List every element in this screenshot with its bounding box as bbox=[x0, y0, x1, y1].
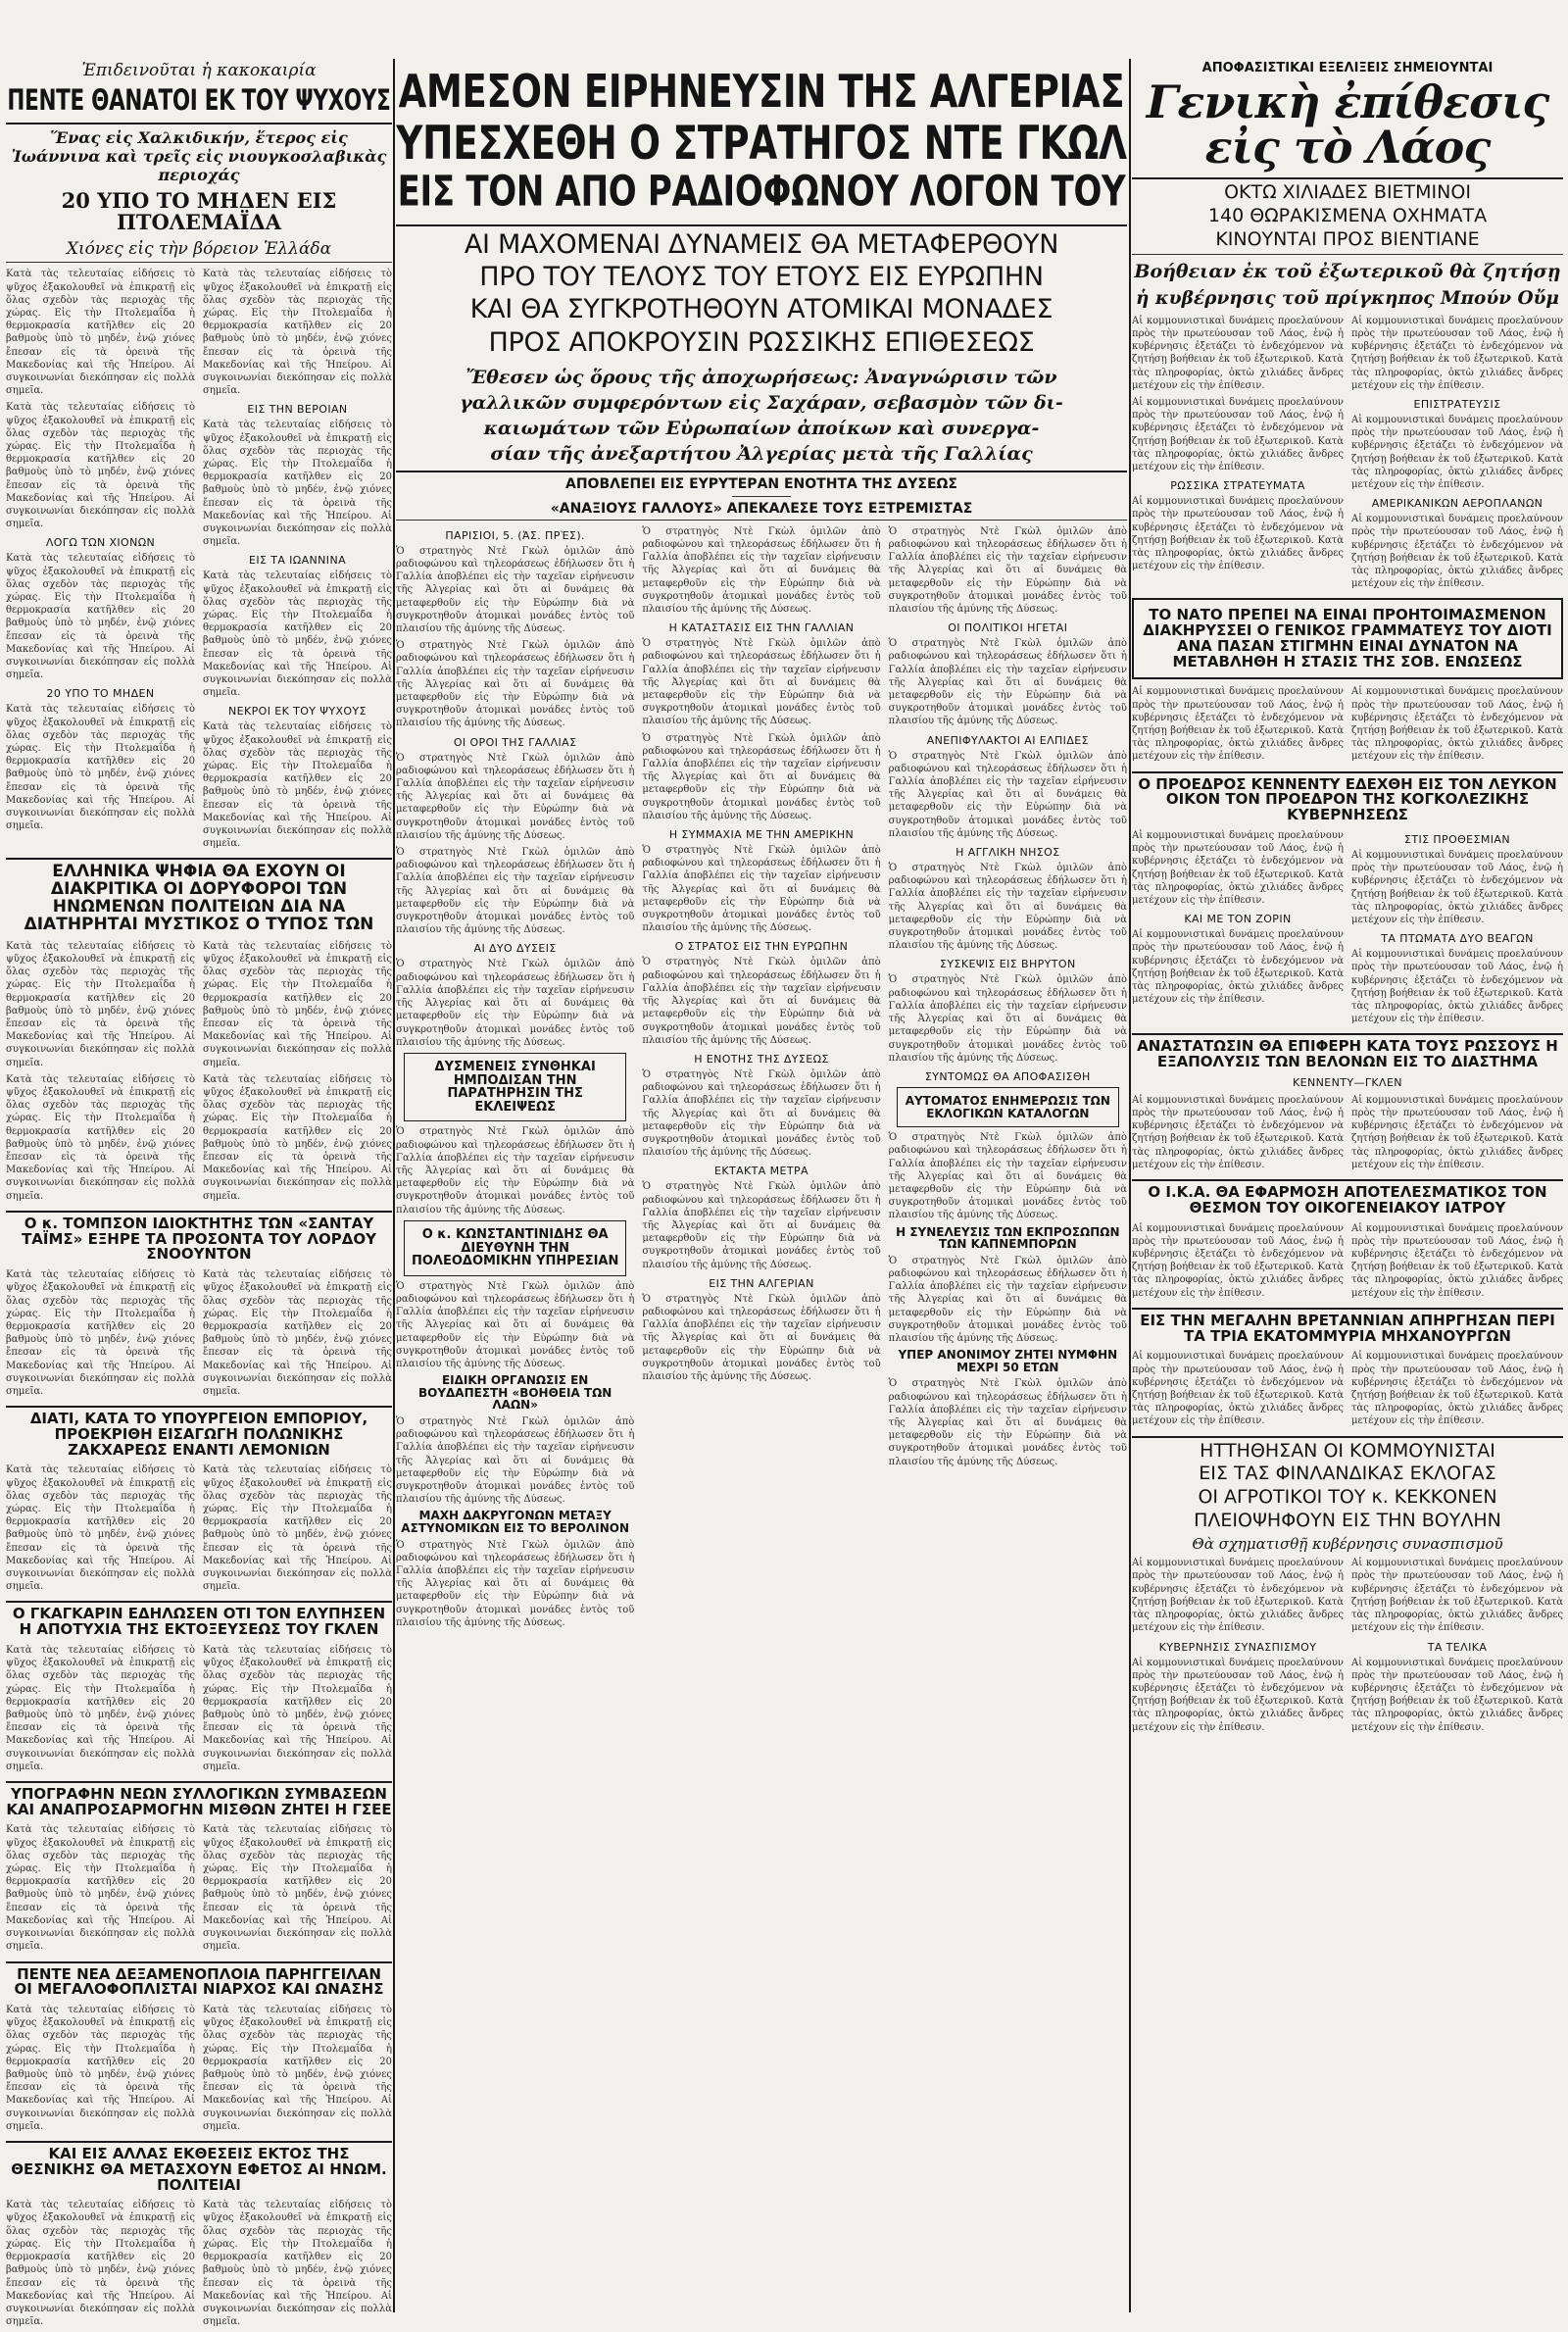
finland-headline-3: ΟΙ ΑΓΡΟΤΙΚΟΙ ΤΟΥ κ. ΚΕΚΚΟΝΕΝ bbox=[1198, 1486, 1497, 1509]
article-text: Ὁ στρατηγὸς Ντὲ Γκὼλ ὁμιλῶν ἀπὸ ραδιοφώνου καὶ τηλεοράσεως ἐδήλωσεν ὅτι ἡ Γαλλία ἀποβλέπει εἰς τὴν ταχεῖαν εἰρήνευσιν τῆς Ἀλγερίας καὶ ὅτι αἱ δυνάμεις θὰ μεταφερθοῦν εἰς τὴν Εὐρώπην διὰ νὰ συγκροτηθοῦν ἀτομικαὶ μονάδες ἐντὸς τοῦ πλαισίου τῆς ἀμύνης τῆς Δύσεως. bbox=[396, 545, 635, 635]
uk-strike-headline: ΕΙΣ ΤΗΝ ΜΕΓΑΛΗΝ ΒΡΕΤΑΝΝΙΑΝ ΑΠΗΡΓΗΣΑΝ ΠΕΡΙ ΤΑ ΤΡΙΑ ΕΚΑΤΟΜΜΥΡΙΑ ΜΗΧΑΝΟΥΡΓΩΝ bbox=[1140, 1311, 1555, 1345]
deck-line-3: ΚΑΙ ΘΑ ΣΥΓΚΡΟΤΗΘΟΥΝ ΑΤΟΜΙΚΑΙ ΜΟΝΑΔΕΣ bbox=[469, 294, 1054, 325]
main-headline-3: ΕΙΣ ΤΟΝ ΑΠΟ ΡΑΔΙΟΦΩΝΟΥ ΛΟΓΟΝ ΤΟΥ bbox=[397, 168, 1126, 218]
article-text: Αἱ κομμουνιστικαὶ δυνάμεις προελαύνουν πρὸς τὴν πρωτεύουσαν τοῦ Λάος, ἐνῷ ἡ κυβέρνησις ἐξετάζει τὸ ἐνδεχόμενον νὰ ζητήσῃ βοήθειαν ἐκ τοῦ ἐξωτερικοῦ. Κατὰ τὰς πληροφορίας, ὀκτὼ χιλιάδες ἄνδρες μετέχουν εἰς τὴν ἐπίθεσιν. bbox=[1351, 315, 1563, 391]
ika-headline: Ο Ι.Κ.Α. ΘΑ ΕΦΑΡΜΟΣΗ ΑΠΟΤΕΛΕΣΜΑΤΙΚΟΣ ΤΟΝ ΘΕΣΜΟΝ ΤΟΥ ΟΙΚΟΓΕΝΕΙΑΚΟΥ ΙΑΤΡΟΥ bbox=[1148, 1183, 1547, 1216]
section-heading: ΕΙΣ ΤΑ ΙΩΑΝΝΙΝΑ bbox=[248, 554, 346, 568]
article-text: Κατὰ τὰς τελευταίας εἰδήσεις τὸ ψῦχος ἐξακολουθεῖ νὰ ἐπικρατῇ εἰς ὅλας σχεδὸν τὰς περιοχὰς τῆς χώρας. Εἰς τὴν Πτολεμαΐδα ἡ θερμοκρασία κατῆλθεν εἰς 20 βαθμοὺς ὑπὸ τὸ μηδέν, ἐνῷ χιόνες ἔπεσαν εἰς τὰ ὀρεινὰ τῆς Μακεδονίας καὶ τῆς Ἠπείρου. Αἱ συγκοινωνίαι διεκόπησαν εἰς πολλὰ σημεῖα. bbox=[6, 1644, 195, 1772]
article-text: Ὁ στρατηγὸς Ντὲ Γκὼλ ὁμιλῶν ἀπὸ ραδιοφώνου καὶ τηλεοράσεως ἐδήλωσεν ὅτι ἡ Γαλλία ἀποβλέπει εἰς τὴν ταχεῖαν εἰρήνευσιν τῆς Ἀλγερίας καὶ ὅτι αἱ δυνάμεις θὰ μεταφερθοῦν εἰς τὴν Εὐρώπην διὰ νὰ συγκροτηθοῦν ἀτομικαὶ μονάδες ἐντὸς τοῦ πλαισίου τῆς ἀμύνης τῆς Δύσεως. bbox=[642, 1181, 881, 1270]
section-heading: ΟΙ ΠΟΛΙΤΙΚΟΙ ΗΓΕΤΑΙ bbox=[948, 621, 1068, 635]
exhibition-headline: ΚΑΙ ΕΙΣ ΑΛΛΑΣ ΕΚΘΕΣΕΙΣ ΕΚΤΟΣ ΤΗΣ ΘΕΣΝΙΚΗΣ ΘΑ ΜΕΤΑΣΧΟΥΝ ΕΦΕΤΟΣ ΑΙ ΗΝΩΜ. ΠΟΛΙΤΕΙΑΙ bbox=[11, 2145, 387, 2194]
section-heading: 20 ΥΠΟ ΤΟ ΜΗΔΕΝ bbox=[46, 687, 155, 701]
gsee-headline: ΥΠΟΓΡΑΦΗΝ ΝΕΩΝ ΣΥΛΛΟΓΙΚΩΝ ΣΥΜΒΑΣΕΩΝ ΚΑΙ ΑΝΑΠΡΟΣΑΡΜΟΓΗΝ ΜΙΣΘΩΝ ΖΗΤΕΙ Η ΓΣΕΕ bbox=[6, 1784, 392, 1818]
deck-line-4: ΠΡΟΣ ΑΠΟΚΡΟΥΣΙΝ ΡΩΣΣΙΚΗΣ ΕΠΙΘΕΣΕΩΣ bbox=[488, 326, 1035, 358]
laos-kicker: ΑΠΟΦΑΣΙΣΤΙΚΑΙ ΕΞΕΛΙΞΕΙΣ ΣΗΜΕΙΟΥΝΤΑΙ bbox=[1201, 61, 1494, 75]
article-text: Κατὰ τὰς τελευταίας εἰδήσεις τὸ ψῦχος ἐξακολουθεῖ νὰ ἐπικρατῇ εἰς ὅλας σχεδὸν τὰς περιοχὰς τῆς χώρας. Εἰς τὴν Πτολεμαΐδα ἡ θερμοκρασία κατῆλθεν εἰς 20 βαθμοὺς ὑπὸ τὸ μηδέν, ἐνῷ χιόνες ἔπεσαν εἰς τὰ ὀρεινὰ τῆς Μακεδονίας καὶ τῆς Ἠπείρου. Αἱ συγκοινωνίαι διεκόπησαν εἰς πολλὰ σημεῖα. bbox=[203, 1644, 392, 1772]
article-text: Ὁ στρατηγὸς Ντὲ Γκὼλ ὁμιλῶν ἀπὸ ραδιοφώνου καὶ τηλεοράσεως ἐδήλωσεν ὅτι ἡ Γαλλία ἀποβλέπει εἰς τὴν ταχεῖαν εἰρήνευσιν τῆς Ἀλγερίας καὶ ὅτι αἱ δυνάμεις θὰ μεταφερθοῦν εἰς τὴν Εὐρώπην διὰ νὰ συγκροτηθοῦν ἀτομικαὶ μονάδες ἐντὸς τοῦ πλαισίου τῆς ἀμύνης τῆς Δύσεως. bbox=[888, 1132, 1127, 1221]
section-heading: ΕΠΙΣΤΡΑΤΕΥΣΙΣ bbox=[1413, 398, 1501, 412]
article-text: Αἱ κομμουνιστικαὶ δυνάμεις προελαύνουν πρὸς τὴν πρωτεύουσαν τοῦ Λάος, ἐνῷ ἡ κυβέρνησις ἐξετάζει τὸ ἐνδεχόμενον νὰ ζητήσῃ βοήθειαν ἐκ τοῦ ἐξωτερικοῦ. Κατὰ τὰς πληροφορίας, ὀκτὼ χιλιάδες ἄνδρες μετέχουν εἰς τὴν ἐπίθεσιν. bbox=[1132, 315, 1344, 391]
article-text: Ὁ στρατηγὸς Ντὲ Γκὼλ ὁμιλῶν ἀπὸ ραδιοφώνου καὶ τηλεοράσεως ἐδήλωσεν ὅτι ἡ Γαλλία ἀποβλέπει εἰς τὴν ταχεῖαν εἰρήνευσιν τῆς Ἀλγερίας καὶ ὅτι αἱ δυνάμεις θὰ μεταφερθοῦν εἰς τὴν Εὐρώπην διὰ νὰ συγκροτηθοῦν ἀτομικαὶ μονάδες ἐντὸς τοῦ πλαισίου τῆς ἀμύνης τῆς Δύσεως. bbox=[396, 1126, 635, 1216]
left-column bbox=[6, 59, 392, 2328]
article-text: Κατὰ τὰς τελευταίας εἰδήσεις τὸ ψῦχος ἐξακολουθεῖ νὰ ἐπικρατῇ εἰς ὅλας σχεδὸν τὰς περιοχὰς τῆς χώρας. Εἰς τὴν Πτολεμαΐδα ἡ θερμοκρασία κατῆλθεν εἰς 20 βαθμοὺς ὑπὸ τὸ μηδέν, ἐνῷ χιόνες ἔπεσαν εἰς τὰ ὀρεινὰ τῆς Μακεδονίας καὶ τῆς Ἠπείρου. Αἱ συγκοινωνίαι διεκόπησαν εἰς πολλὰ σημεῖα. bbox=[6, 940, 195, 1068]
article-text: Ὁ στρατηγὸς Ντὲ Γκὼλ ὁμιλῶν ἀπὸ ραδιοφώνου καὶ τηλεοράσεως ἐδήλωσεν ὅτι ἡ Γαλλία ἀποβλέπει εἰς τὴν ταχεῖαν εἰρήνευσιν τῆς Ἀλγερίας καὶ ὅτι αἱ δυνάμεις θὰ μεταφερθοῦν εἰς τὴν Εὐρώπην διὰ νὰ συγκροτηθοῦν ἀτομικαὶ μονάδες ἐντὸς τοῦ πλαισίου τῆς ἀμύνης τῆς Δύσεως. bbox=[888, 863, 1127, 952]
article-text: Ὁ στρατηγὸς Ντὲ Γκὼλ ὁμιλῶν ἀπὸ ραδιοφώνου καὶ τηλεοράσεως ἐδήλωσεν ὅτι ἡ Γαλλία ἀποβλέπει εἰς τὴν ταχεῖαν εἰρήνευσιν τῆς Ἀλγερίας καὶ ὅτι αἱ δυνάμεις θὰ μεταφερθοῦν εἰς τὴν Εὐρώπην διὰ νὰ συγκροτηθοῦν ἀτομικαὶ μονάδες ἐντὸς τοῦ πλαισίου τῆς ἀμύνης τῆς Δύσεως. bbox=[642, 957, 881, 1046]
article-text: Κατὰ τὰς τελευταίας εἰδήσεις τὸ ψῦχος ἐξακολουθεῖ νὰ ἐπικρατῇ εἰς ὅλας σχεδὸν τὰς περιοχὰς τῆς χώρας. Εἰς τὴν Πτολεμαΐδα ἡ θερμοκρασία κατῆλθεν εἰς 20 βαθμοὺς ὑπὸ τὸ μηδέν, ἐνῷ χιόνες ἔπεσαν εἰς τὰ ὀρεινὰ τῆς Μακεδονίας καὶ τῆς Ἠπείρου. Αἱ συγκοινωνίαι διεκόπησαν εἰς πολλὰ σημεῖα. bbox=[203, 2005, 392, 2132]
section-heading: ΑΝΕΠΙΦΥΛΑΚΤΟΙ ΑΙ ΕΛΠΙΔΕΣ bbox=[926, 733, 1089, 747]
section-heading: ΚΑΙ ΜΕ ΤΟΝ ΖΟΡΙΝ bbox=[1184, 913, 1292, 926]
finland-headline-2: ΕΙΣ ΤΑΣ ΦΙΝΛΑΝΔΙΚΑΣ ΕΚΛΟΓΑΣ bbox=[1199, 1463, 1496, 1485]
article-text: Ὁ στρατηγὸς Ντὲ Γκὼλ ὁμιλῶν ἀπὸ ραδιοφώνου καὶ τηλεοράσεως ἐδήλωσεν ὅτι ἡ Γαλλία ἀποβλέπει εἰς τὴν ταχεῖαν εἰρήνευσιν τῆς Ἀλγερίας καὶ ὅτι αἱ δυνάμεις θὰ μεταφερθοῦν εἰς τὴν Εὐρώπην διὰ νὰ συγκροτηθοῦν ἀτομικαὶ μονάδες ἐντὸς τοῦ πλαισίου τῆς ἀμύνης τῆς Δύσεως. bbox=[396, 959, 635, 1048]
article-text: Κατὰ τὰς τελευταίας εἰδήσεις τὸ ψῦχος ἐξακολουθεῖ νὰ ἐπικρατῇ εἰς ὅλας σχεδὸν τὰς περιοχὰς τῆς χώρας. Εἰς τὴν Πτολεμαΐδα ἡ θερμοκρασία κατῆλθεν εἰς 20 βαθμοὺς ὑπὸ τὸ μηδέν, ἐνῷ χιόνες ἔπεσαν εἰς τὰ ὀρεινὰ τῆς Μακεδονίας καὶ τῆς Ἠπείρου. Αἱ συγκοινωνίαι διεκόπησαν εἰς πολλὰ σημεῖα. bbox=[6, 269, 195, 397]
article-text: Ὁ στρατηγὸς Ντὲ Γκὼλ ὁμιλῶν ἀπὸ ραδιοφώνου καὶ τηλεοράσεως ἐδήλωσεν ὅτι ἡ Γαλλία ἀποβλέπει εἰς τὴν ταχεῖαν εἰρήνευσιν τῆς Ἀλγερίας καὶ ὅτι αἱ δυνάμεις θὰ μεταφερθοῦν εἰς τὴν Εὐρώπην διὰ νὰ συγκροτηθοῦν ἀτομικαὶ μονάδες ἐντὸς τοῦ πλαισίου τῆς ἀμύνης τῆς Δύσεως. bbox=[396, 847, 635, 936]
finland-sub: Θὰ σχηματισθῇ κυβέρνησις συνασπισμοῦ bbox=[1192, 1535, 1503, 1554]
weather-subheadline: Ἕνας εἰς Χαλκιδικήν, ἕτερος εἰς Ἰωάννινα καὶ τρεῖς εἰς νιουγκοσλαβικὰς περιοχάς bbox=[11, 128, 387, 185]
terms-line-1: Ἔθεσεν ὡς ὅρους τῆς ἀποχωρήσεως: Ἀναγνώρισιν τῶν bbox=[466, 366, 1057, 388]
article-text: Κατὰ τὰς τελευταίας εἰδήσεις τὸ ψῦχος ἐξακολουθεῖ νὰ ἐπικρατῇ εἰς ὅλας σχεδὸν τὰς περιοχὰς τῆς χώρας. Εἰς τὴν Πτολεμαΐδα ἡ θερμοκρασία κατῆλθεν εἰς 20 βαθμοὺς ὑπὸ τὸ μηδέν, ἐνῷ χιόνες ἔπεσαν εἰς τὰ ὀρεινὰ τῆς Μακεδονίας καὶ τῆς Ἠπείρου. Αἱ συγκοινωνίαι διεκόπησαν εἰς πολλὰ σημεῖα. bbox=[6, 1269, 195, 1397]
finland-headline-1: ΗΤΤΗΘΗΣΑΝ ΟΙ ΚΟΜΜΟΥΝΙΣΤΑΙ bbox=[1200, 1439, 1495, 1462]
article-text: Αἱ κομμουνιστικαὶ δυνάμεις προελαύνουν πρὸς τὴν πρωτεύουσαν τοῦ Λάος, ἐνῷ ἡ κυβέρνησις ἐξετάζει τὸ ἐνδεχόμενον νὰ ζητήσῃ βοήθειαν ἐκ τοῦ ἐξωτερικοῦ. Κατὰ τὰς πληροφορίας, ὀκτὼ χιλιάδες ἄνδρες μετέχουν εἰς τὴν ἐπίθεσιν. bbox=[1351, 1558, 1563, 1634]
article-text: Αἱ κομμουνιστικαὶ δυνάμεις προελαύνουν πρὸς τὴν πρωτεύουσαν τοῦ Λάος, ἐνῷ ἡ κυβέρνησις ἐξετάζει τὸ ἐνδεχόμενον νὰ ζητήσῃ βοήθειαν ἐκ τοῦ ἐξωτερικοῦ. Κατὰ τὰς πληροφορίας, ὀκτὼ χιλιάδες ἄνδρες μετέχουν εἰς τὴν ἐπίθεσιν. bbox=[1351, 849, 1563, 925]
article-text: Αἱ κομμουνιστικαὶ δυνάμεις προελαύνουν πρὸς τὴν πρωτεύουσαν τοῦ Λάος, ἐνῷ ἡ κυβέρνησις ἐξετάζει τὸ ἐνδεχόμενον νὰ ζητήσῃ βοήθειαν ἐκ τοῦ ἐξωτερικοῦ. Κατὰ τὰς πληροφορίας, ὀκτὼ χιλιάδες ἄνδρες μετέχουν εἰς τὴν ἐπίθεσιν. bbox=[1132, 686, 1344, 763]
center-column bbox=[396, 59, 1127, 2312]
article-text: Κατὰ τὰς τελευταίας εἰδήσεις τὸ ψῦχος ἐξακολουθεῖ νὰ ἐπικρατῇ εἰς ὅλας σχεδὸν τὰς περιοχὰς τῆς χώρας. Εἰς τὴν Πτολεμαΐδα ἡ θερμοκρασία κατῆλθεν εἰς 20 βαθμοὺς ὑπὸ τὸ μηδέν, ἐνῷ χιόνες ἔπεσαν εἰς τὰ ὀρεινὰ τῆς Μακεδονίας καὶ τῆς Ἠπείρου. Αἱ συγκοινωνίαι διεκόπησαν εἰς πολλὰ σημεῖα. bbox=[203, 940, 392, 1068]
konst-headline: Ο κ. ΚΩΝΣΤΑΝΤΙΝΙΔΗΣ ΘΑ ΔΙΕΥΘΥΝΗ ΤΗΝ ΠΟΛΕΟΔΟΜΙΚΗΝ ΥΠΗΡΕΣΙΑΝ bbox=[411, 1226, 619, 1269]
deck-line-2: ΠΡΟ ΤΟΥ ΤΕΛΟΥΣ ΤΟΥ ΕΤΟΥΣ ΕΙΣ ΕΥΡΩΠΗΝ bbox=[479, 262, 1044, 293]
nato-headline: ΤΟ ΝΑΤΟ ΠΡΕΠΕΙ ΝΑ ΕΙΝΑΙ ΠΡΟΗΤΟΙΜΑΣΜΕΝΟΝ ΔΙΑΚΗΡΥΣΣΕΙ Ο ΓΕΝΙΚΟΣ ΓΡΑΜΜΑΤΕΥΣ ΤΟΥ ΔΙΟΤΙ ΑΝΑ ΠΑΣΑΝ ΣΤΙΓΜΗΝ ΕΙΝΑΙ ΔΥΝΑΤΟΝ ΝΑ ΜΕΤΑΒΛΗΘΗ Η ΣΤΑΣΙΣ ΤΗΣ ΣΟΒ. ΕΝΩΣΕΩΣ bbox=[1143, 606, 1552, 670]
article-text: Κατὰ τὰς τελευταίας εἰδήσεις τὸ ψῦχος ἐξακολουθεῖ νὰ ἐπικρατῇ εἰς ὅλας σχεδὸν τὰς περιοχὰς τῆς χώρας. Εἰς τὴν Πτολεμαΐδα ἡ θερμοκρασία κατῆλθεν εἰς 20 βαθμοὺς ὑπὸ τὸ μηδέν, ἐνῷ χιόνες ἔπεσαν εἰς τὰ ὀρεινὰ τῆς Μακεδονίας καὶ τῆς Ἠπείρου. Αἱ συγκοινωνίαι διεκόπησαν εἰς πολλὰ σημεῖα. bbox=[6, 2200, 195, 2328]
article-text: Αἱ κομμουνιστικαὶ δυνάμεις προελαύνουν πρὸς τὴν πρωτεύουσαν τοῦ Λάος, ἐνῷ ἡ κυβέρνησις ἐξετάζει τὸ ἐνδεχόμενον νὰ ζητήσῃ βοήθειαν ἐκ τοῦ ἐξωτερικοῦ. Κατὰ τὰς πληροφορίας, ὀκτὼ χιλιάδες ἄνδρες μετέχουν εἰς τὴν ἐπίθεσιν. bbox=[1132, 1657, 1344, 1733]
article-text: Ὁ στρατηγὸς Ντὲ Γκὼλ ὁμιλῶν ἀπὸ ραδιοφώνου καὶ τηλεοράσεως ἐδήλωσεν ὅτι ἡ Γαλλία ἀποβλέπει εἰς τὴν ταχεῖαν εἰρήνευσιν τῆς Ἀλγερίας καὶ ὅτι αἱ δυνάμεις θὰ μεταφερθοῦν εἰς τὴν Εὐρώπην διὰ νὰ συγκροτηθοῦν ἀτομικαὶ μονάδες ἐντὸς τοῦ πλαισίου τῆς ἀμύνης τῆς Δύσεως. bbox=[396, 1539, 635, 1628]
finland-headline-4: ΠΛΕΙΟΨΗΦΟΥΝ ΕΙΣ ΤΗΝ ΒΟΥΛΗΝ bbox=[1194, 1510, 1501, 1532]
section-heading: Η ΑΓΓΛΙΚΗ ΝΗΣΟΣ bbox=[956, 846, 1060, 860]
article-text: Αἱ κομμουνιστικαὶ δυνάμεις προελαύνουν πρὸς τὴν πρωτεύουσαν τοῦ Λάος, ἐνῷ ἡ κυβέρνησις ἐξετάζει τὸ ἐνδεχόμενον νὰ ζητήσῃ βοήθειαν ἐκ τοῦ ἐξωτερικοῦ. Κατὰ τὰς πληροφορίας, ὀκτὼ χιλιάδες ἄνδρες μετέχουν εἰς τὴν ἐπίθεσιν. bbox=[1351, 1222, 1563, 1299]
article-text: Κατὰ τὰς τελευταίας εἰδήσεις τὸ ψῦχος ἐξακολουθεῖ νὰ ἐπικρατῇ εἰς ὅλας σχεδὸν τὰς περιοχὰς τῆς χώρας. Εἰς τὴν Πτολεμαΐδα ἡ θερμοκρασία κατῆλθεν εἰς 20 βαθμοὺς ὑπὸ τὸ μηδέν, ἐνῷ χιόνες ἔπεσαν εἰς τὰ ὀρεινὰ τῆς Μακεδονίας καὶ τῆς Ἠπείρου. Αἱ συγκοινωνίαι διεκόπησαν εἰς πολλὰ σημεῖα. bbox=[203, 1824, 392, 1953]
laos-sub-1: ΟΚΤΩ ΧΙΛΙΑΔΕΣ ΒΙΕΤΜΙΝΟΙ bbox=[1224, 181, 1471, 203]
section-heading: Η ΣΥΜΜΑΧΙΑ ΜΕ ΤΗΝ ΑΜΕΡΙΚΗΝ bbox=[668, 828, 855, 842]
article-text: Ὁ στρατηγὸς Ντὲ Γκὼλ ὁμιλῶν ἀπὸ ραδιοφώνου καὶ τηλεοράσεως ἐδήλωσεν ὅτι ἡ Γαλλία ἀποβλέπει εἰς τὴν ταχεῖαν εἰρήνευσιν τῆς Ἀλγερίας καὶ ὅτι αἱ δυνάμεις θὰ μεταφερθοῦν εἰς τὴν Εὐρώπην διὰ νὰ συγκροτηθοῦν ἀτομικαὶ μονάδες ἐντὸς τοῦ πλαισίου τῆς ἀμύνης τῆς Δύσεως. bbox=[642, 845, 881, 934]
article-text: Κατὰ τὰς τελευταίας εἰδήσεις τὸ ψῦχος ἐξακολουθεῖ νὰ ἐπικρατῇ εἰς ὅλας σχεδὸν τὰς περιοχὰς τῆς χώρας. Εἰς τὴν Πτολεμαΐδα ἡ θερμοκρασία κατῆλθεν εἰς 20 βαθμοὺς ὑπὸ τὸ μηδέν, ἐνῷ χιόνες ἔπεσαν εἰς τὰ ὀρεινὰ τῆς Μακεδονίας καὶ τῆς Ἠπείρου. Αἱ συγκοινωνίαι διεκόπησαν εἰς πολλὰ σημεῖα. bbox=[6, 2005, 195, 2132]
kennedy-headline: Ο ΠΡΟΕΔΡΟΣ ΚΕΝΝΕΝΤΥ ΕΔΕΧΘΗ ΕΙΣ ΤΟΝ ΛΕΥΚΟΝ ΟΙΚΟΝ ΤΟΝ ΠΡΟΕΔΡΟΝ ΤΗΣ ΚΟΓΚΟΛΕΖΙΚΗΣ ΚΥΒΕΡΝΗΣΕΩΣ bbox=[1138, 774, 1557, 824]
article-text: Αἱ κομμουνιστικαὶ δυνάμεις προελαύνουν πρὸς τὴν πρωτεύουσαν τοῦ Λάος, ἐνῷ ἡ κυβέρνησις ἐξετάζει τὸ ἐνδεχόμενον νὰ ζητήσῃ βοήθειαν ἐκ τοῦ ἐξωτερικοῦ. Κατὰ τὰς πληροφορίας, ὀκτὼ χιλιάδες ἄνδρες μετέχουν εἰς τὴν ἐπίθεσιν. bbox=[1132, 1351, 1344, 1427]
gagarin-headline: Ο ΓΚΑΓΚΑΡΙΝ ΕΔΗΛΩΣΕΝ ΟΤΙ ΤΟΝ ΕΛΥΠΗΣΕΝ Η ΑΠΟΤΥΧΙΑ ΤΗΣ ΕΚΤΟΞΕΥΣΕΩΣ ΤΟΥ ΓΚΛΕΝ bbox=[12, 1605, 386, 1639]
article-text: Αἱ κομμουνιστικαὶ δυνάμεις προελαύνουν πρὸς τὴν πρωτεύουσαν τοῦ Λάος, ἐνῷ ἡ κυβέρνησις ἐξετάζει τὸ ἐνδεχόμενον νὰ ζητήσῃ βοήθειαν ἐκ τοῦ ἐξωτερικοῦ. Κατὰ τὰς πληροφορίας, ὀκτὼ χιλιάδες ἄνδρες μετέχουν εἰς τὴν ἐπίθεσιν. bbox=[1351, 1657, 1563, 1733]
article-text: Αἱ κομμουνιστικαὶ δυνάμεις προελαύνουν πρὸς τὴν πρωτεύουσαν τοῦ Λάος, ἐνῷ ἡ κυβέρνησις ἐξετάζει τὸ ἐνδεχόμενον νὰ ζητήσῃ βοήθειαν ἐκ τοῦ ἐξωτερικοῦ. Κατὰ τὰς πληροφορίας, ὀκτὼ χιλιάδες ἄνδρες μετέχουν εἰς τὴν ἐπίθεσιν. bbox=[1351, 1094, 1563, 1170]
weather-kicker: Ἐπιδεινοῦται ἡ κακοκαιρία bbox=[81, 61, 317, 80]
article-text: Αἱ κομμουνιστικαὶ δυνάμεις προελαύνουν πρὸς τὴν πρωτεύουσαν τοῦ Λάος, ἐνῷ ἡ κυβέρνησις ἐξετάζει τὸ ἐνδεχόμενον νὰ ζητήσῃ βοήθειαν ἐκ τοῦ ἐξωτερικοῦ. Κατὰ τὰς πληροφορίας, ὀκτὼ χιλιάδες ἄνδρες μετέχουν εἰς τὴν ἐπίθεσιν. bbox=[1132, 1558, 1344, 1634]
weather-temperature: 20 ΥΠΟ ΤΟ ΜΗΔΕΝ ΕΙΣ ΠΤΟΛΕΜΑΪΔΑ bbox=[61, 188, 337, 235]
article-text: Ὁ στρατηγὸς Ντὲ Γκὼλ ὁμιλῶν ἀπὸ ραδιοφώνου καὶ τηλεοράσεως ἐδήλωσεν ὅτι ἡ Γαλλία ἀποβλέπει εἰς τὴν ταχεῖαν εἰρήνευσιν τῆς Ἀλγερίας καὶ ὅτι αἱ δυνάμεις θὰ μεταφερθοῦν εἰς τὴν Εὐρώπην διὰ νὰ συγκροτηθοῦν ἀτομικαὶ μονάδες ἐντὸς τοῦ πλαισίου τῆς ἀμύνης τῆς Δύσεως. bbox=[888, 1378, 1127, 1467]
article-text: Αἱ κομμουνιστικαὶ δυνάμεις προελαύνουν πρὸς τὴν πρωτεύουσαν τοῦ Λάος, ἐνῷ ἡ κυβέρνησις ἐξετάζει τὸ ἐνδεχόμενον νὰ ζητήσῃ βοήθειαν ἐκ τοῦ ἐξωτερικοῦ. Κατὰ τὰς πληροφορίας, ὀκτὼ χιλιάδες ἄνδρες μετέχουν εἰς τὴν ἐπίθεσιν. bbox=[1351, 514, 1563, 590]
subheadline-1: ΑΠΟΒΛΕΠΕΙ ΕΙΣ ΕΥΡΥΤΕΡΑΝ ΕΝΟΤΗΤΑ ΤΗΣ ΔΥΣΕΩΣ bbox=[565, 475, 957, 492]
article-text: Αἱ κομμουνιστικαὶ δυνάμεις προελαύνουν πρὸς τὴν πρωτεύουσαν τοῦ Λάος, ἐνῷ ἡ κυβέρνησις ἐξετάζει τὸ ἐνδεχόμενον νὰ ζητήσῃ βοήθειαν ἐκ τοῦ ἐξωτερικοῦ. Κατὰ τὰς πληροφορίας, ὀκτὼ χιλιάδες ἄνδρες μετέχουν εἰς τὴν ἐπίθεσιν. bbox=[1132, 929, 1344, 1006]
un-headline: ΕΛΛΗΝΙΚΑ ΨΗΦΙΑ ΘΑ ΕΧΟΥΝ ΟΙ ΔΙΑΚΡΙΤΙΚΑ ΟΙ ΔΟΡΥΦΟΡΟΙ ΤΩΝ ΗΝΩΜΕΝΩΝ ΠΟΛΙΤΕΙΩΝ ΔΙΑ ΝΑ ΔΙΑΤΗΡΗΤΑΙ ΜΥΣΤΙΚΟΣ Ο ΤΥΠΟΣ ΤΩΝ bbox=[24, 862, 374, 934]
trade-headline: ΔΙΑΤΙ, ΚΑΤΑ ΤΟ ΥΠΟΥΡΓΕΙΟΝ ΕΜΠΟΡΙΟΥ, ΠΡΟΕΚΡΙΘΗ ΕΙΣΑΓΩΓΗ ΠΟΛΩΝΙΚΗΣ ΖΑΚΧΑΡΕΩΣ ΕΝΑΝΤΙ ΛΕΜΟΝΙΩΝ bbox=[29, 1410, 368, 1459]
section-heading: ΣΤΙΣ ΠΡΟΘΕΣΜΙΑΝ bbox=[1404, 832, 1510, 846]
article-text: Κατὰ τὰς τελευταίας εἰδήσεις τὸ ψῦχος ἐξακολουθεῖ νὰ ἐπικρατῇ εἰς ὅλας σχεδὸν τὰς περιοχὰς τῆς χώρας. Εἰς τὴν Πτολεμαΐδα ἡ θερμοκρασία κατῆλθεν εἰς 20 βαθμοὺς ὑπὸ τὸ μηδέν, ἐνῷ χιόνες ἔπεσαν εἰς τὰ ὀρεινὰ τῆς Μακεδονίας καὶ τῆς Ἠπείρου. Αἱ συγκοινωνίαι διεκόπησαν εἰς πολλὰ σημεῖα. bbox=[203, 721, 392, 850]
article-text: Αἱ κομμουνιστικαὶ δυνάμεις προελαύνουν πρὸς τὴν πρωτεύουσαν τοῦ Λάος, ἐνῷ ἡ κυβέρνησις ἐξετάζει τὸ ἐνδεχόμενον νὰ ζητήσῃ βοήθειαν ἐκ τοῦ ἐξωτερικοῦ. Κατὰ τὰς πληροφορίας, ὀκτὼ χιλιάδες ἄνδρες μετέχουν εἰς τὴν ἐπίθεσιν. bbox=[1351, 415, 1563, 491]
article-text: Κατὰ τὰς τελευταίας εἰδήσεις τὸ ψῦχος ἐξακολουθεῖ νὰ ἐπικρατῇ εἰς ὅλας σχεδὸν τὰς περιοχὰς τῆς χώρας. Εἰς τὴν Πτολεμαΐδα ἡ θερμοκρασία κατῆλθεν εἰς 20 βαθμοὺς ὑπὸ τὸ μηδέν, ἐνῷ χιόνες ἔπεσαν εἰς τὰ ὀρεινὰ τῆς Μακεδονίας καὶ τῆς Ἠπείρου. Αἱ συγκοινωνίαι διεκόπησαν εἰς πολλὰ σημεῖα. bbox=[6, 1824, 195, 1953]
article-text: Ὁ στρατηγὸς Ντὲ Γκὼλ ὁμιλῶν ἀπὸ ραδιοφώνου καὶ τηλεοράσεως ἐδήλωσεν ὅτι ἡ Γαλλία ἀποβλέπει εἰς τὴν ταχεῖαν εἰρήνευσιν τῆς Ἀλγερίας καὶ ὅτι αἱ δυνάμεις θὰ μεταφερθοῦν εἰς τὴν Εὐρώπην διὰ νὰ συγκροτηθοῦν ἀτομικαὶ μονάδες ἐντὸς τοῦ πλαισίου τῆς ἀμύνης τῆς Δύσεως. bbox=[642, 1293, 881, 1382]
terms-line-2: γαλλικῶν συμφερόντων εἰς Σαχάραν, σεβασμὸν τῶν δι- bbox=[460, 391, 1063, 414]
article-text: Ὁ στρατηγὸς Ντὲ Γκὼλ ὁμιλῶν ἀπὸ ραδιοφώνου καὶ τηλεοράσεως ἐδήλωσεν ὅτι ἡ Γαλλία ἀποβλέπει εἰς τὴν ταχεῖαν εἰρήνευσιν τῆς Ἀλγερίας καὶ ὅτι αἱ δυνάμεις θὰ μεταφερθοῦν εἰς τὴν Εὐρώπην διὰ νὰ συγκροτηθοῦν ἀτομικαὶ μονάδες ἐντὸς τοῦ πλαισίου τῆς ἀμύνης τῆς Δύσεως. bbox=[888, 638, 1127, 727]
laos-sub-2: 140 ΘΩΡΑΚΙΣΜΕΝΑ ΟΧΗΜΑΤΑ bbox=[1207, 204, 1488, 226]
main-headline-1: ΑΜΕΣΟΝ ΕΙΡΗΝΕΥΣΙΝ ΤΗΣ ΑΛΓΕΡΙΑΣ bbox=[398, 65, 1125, 119]
auto-headline: ΑΥΤΟΜΑΤΟΣ ΕΝΗΜΕΡΩΣΙΣ ΤΩΝ ΕΚΛΟΓΙΚΩΝ ΚΑΤΑΛΟΓΩΝ bbox=[905, 1093, 1110, 1120]
article-text: Αἱ κομμουνιστικαὶ δυνάμεις προελαύνουν πρὸς τὴν πρωτεύουσαν τοῦ Λάος, ἐνῷ ἡ κυβέρνησις ἐξετάζει τὸ ἐνδεχόμενον νὰ ζητήσῃ βοήθειαν ἐκ τοῦ ἐξωτερικοῦ. Κατὰ τὰς πληροφορίας, ὀκτὼ χιλιάδες ἄνδρες μετέχουν εἰς τὴν ἐπίθεσιν. bbox=[1351, 686, 1563, 763]
tobacco-headline: Η ΣΥΝΕΛΕΥΣΙΣ ΤΩΝ ΕΚΠΡΟΣΩΠΩΝ ΤΩΝ ΚΑΠΝΕΜΠΟΡΩΝ bbox=[896, 1224, 1120, 1252]
terms-line-3: καιωμάτων τῶν Εὐρωπαίων ἀποίκων καὶ συνεργα- bbox=[483, 417, 1040, 439]
section-heading: ΤΑ ΠΤΩΜΑΤΑ ΔΥΟ ΒΕΑΓΩΝ bbox=[1381, 932, 1534, 946]
berlin-headline: ΜΑΧΗ ΔΑΚΡΥΓΟΝΩΝ ΜΕΤΑΞΥ ΑΣΤΥΝΟΜΙΚΩΝ ΕΙΣ ΤΟ ΒΕΡΟΛΙΝΟΝ bbox=[401, 1509, 630, 1536]
section-heading: Η ΚΑΤΑΣΤΑΣΙΣ ΕΙΣ ΤΗΝ ΓΑΛΛΙΑΝ bbox=[668, 621, 855, 635]
article-text: Ὁ στρατηγὸς Ντὲ Γκὼλ ὁμιλῶν ἀπὸ ραδιοφώνου καὶ τηλεοράσεως ἐδήλωσεν ὅτι ἡ Γαλλία ἀποβλέπει εἰς τὴν ταχεῖαν εἰρήνευσιν τῆς Ἀλγερίας καὶ ὅτι αἱ δυνάμεις θὰ μεταφερθοῦν εἰς τὴν Εὐρώπην διὰ νὰ συγκροτηθοῦν ἀτομικαὶ μονάδες ἐντὸς τοῦ πλαισίου τῆς ἀμύνης τῆς Δύσεως. bbox=[888, 525, 1127, 616]
section-heading: ΣΥΣΚΕΨΙΣ ΕΙΣ ΒΗΡΥΤΟΝ bbox=[940, 958, 1076, 971]
article-text: Κατὰ τὰς τελευταίας εἰδήσεις τὸ ψῦχος ἐξακολουθεῖ νὰ ἐπικρατῇ εἰς ὅλας σχεδὸν τὰς περιοχὰς τῆς χώρας. Εἰς τὴν Πτολεμαΐδα ἡ θερμοκρασία κατῆλθεν εἰς 20 βαθμοὺς ὑπὸ τὸ μηδέν, ἐνῷ χιόνες ἔπεσαν εἰς τὰ ὀρεινὰ τῆς Μακεδονίας καὶ τῆς Ἠπείρου. Αἱ συγκοινωνίαι διεκόπησαν εἰς πολλὰ σημεῖα. bbox=[203, 269, 392, 397]
bride-headline: ΥΠΕΡ ΑΝΟΝΙΜΟΥ ΖΗΤΕΙ ΝΥΜΦΗΝ ΜΕΧΡΙ 50 ΕΤΩΝ bbox=[898, 1348, 1118, 1374]
section-heading: ΛΟΓΩ ΤΩΝ ΧΙΟΝΩΝ bbox=[45, 536, 156, 550]
section-heading: ΡΩΣΣΙΚΑ ΣΤΡΑΤΕΥΜΑΤΑ bbox=[1170, 479, 1305, 493]
article-text: Κατὰ τὰς τελευταίας εἰδήσεις τὸ ψῦχος ἐξακολουθεῖ νὰ ἐπικρατῇ εἰς ὅλας σχεδὸν τὰς περιοχὰς τῆς χώρας. Εἰς τὴν Πτολεμαΐδα ἡ θερμοκρασία κατῆλθεν εἰς 20 βαθμοὺς ὑπὸ τὸ μηδέν, ἐνῷ χιόνες ἔπεσαν εἰς τὰ ὀρεινὰ τῆς Μακεδονίας καὶ τῆς Ἠπείρου. Αἱ συγκοινωνίαι διεκόπησαν εἰς πολλὰ σημεῖα. bbox=[6, 1464, 195, 1593]
article-text: Αἱ κομμουνιστικαὶ δυνάμεις προελαύνουν πρὸς τὴν πρωτεύουσαν τοῦ Λάος, ἐνῷ ἡ κυβέρνησις ἐξετάζει τὸ ἐνδεχόμενον νὰ ζητήσῃ βοήθειαν ἐκ τοῦ ἐξωτερικοῦ. Κατὰ τὰς πληροφορίας, ὀκτὼ χιλιάδες ἄνδρες μετέχουν εἰς τὴν ἐπίθεσιν. bbox=[1132, 397, 1344, 473]
space-headline: ΑΝΑΣΤΑΤΩΣΙΝ ΘΑ ΕΠΙΦΕΡΗ ΚΑΤΑ ΤΟΥΣ ΡΩΣΣΟΥΣ Η ΕΞΑΠΟΛΥΣΙΣ ΤΩΝ ΒΕΛΟΝΩΝ ΕΙΣ ΤΟ ΔΙΑΣΤΗΜΑ bbox=[1137, 1037, 1558, 1071]
laos-masthead: Γενικὴ ἐπίθεσις εἰς τὸ Λάος bbox=[1146, 75, 1549, 174]
section-heading: ΝΕΚΡΟΙ ΕΚ ΤΟΥ ΨΥΧΟΥΣ bbox=[228, 705, 367, 719]
weather-headline: ΠΕΝΤΕ ΘΑΝΑΤΟΙ ΕΚ ΤΟΥ ΨΥΧΟΥΣ bbox=[7, 84, 391, 119]
section-heading: ΚΕΝΝΕΝΤΥ—ΓΚΛΕΝ bbox=[1293, 1075, 1402, 1089]
right-column bbox=[1132, 59, 1563, 2312]
thomson-headline: Ο κ. ΤΟΜΠΣΟΝ ΙΔΙΟΚΤΗΤΗΣ ΤΩΝ «ΣΑΝΤΑΥ ΤΑΪΜΣ» ΕΞΗΡΕ ΤΑ ΠΡΟΣΟΝΤΑ ΤΟΥ ΛΟΡΔΟΥ ΣΝΟΟΥΝΤΟΝ bbox=[22, 1214, 376, 1264]
subheadline-2: «ΑΝΑΞΙΟΥΣ ΓΑΛΛΟΥΣ» ΑΠΕΚΑΛΕΣΕ ΤΟΥΣ ΕΞΤΡΕΜΙΣΤΑΣ bbox=[550, 500, 973, 517]
section-heading: Ο ΣΤΡΑΤΟΣ ΕΙΣ ΤΗΝ ΕΥΡΩΠΗΝ bbox=[674, 940, 849, 954]
article-text: Αἱ κομμουνιστικαὶ δυνάμεις προελαύνουν πρὸς τὴν πρωτεύουσαν τοῦ Λάος, ἐνῷ ἡ κυβέρνησις ἐξετάζει τὸ ἐνδεχόμενον νὰ ζητήσῃ βοήθειαν ἐκ τοῦ ἐξωτερικοῦ. Κατὰ τὰς πληροφορίας, ὀκτὼ χιλιάδες ἄνδρες μετέχουν εἰς τὴν ἐπίθεσιν. bbox=[1351, 1351, 1563, 1427]
article-text: Αἱ κομμουνιστικαὶ δυνάμεις προελαύνουν πρὸς τὴν πρωτεύουσαν τοῦ Λάος, ἐνῷ ἡ κυβέρνησις ἐξετάζει τὸ ἐνδεχόμενον νὰ ζητήσῃ βοήθειαν ἐκ τοῦ ἐξωτερικοῦ. Κατὰ τὰς πληροφορίας, ὀκτὼ χιλιάδες ἄνδρες μετέχουν εἰς τὴν ἐπίθεσιν. bbox=[1132, 1222, 1344, 1299]
article-text: Κατὰ τὰς τελευταίας εἰδήσεις τὸ ψῦχος ἐξακολουθεῖ νὰ ἐπικρατῇ εἰς ὅλας σχεδὸν τὰς περιοχὰς τῆς χώρας. Εἰς τὴν Πτολεμαΐδα ἡ θερμοκρασία κατῆλθεν εἰς 20 βαθμοὺς ὑπὸ τὸ μηδέν, ἐνῷ χιόνες ἔπεσαν εἰς τὰ ὀρεινὰ τῆς Μακεδονίας καὶ τῆς Ἠπείρου. Αἱ συγκοινωνίαι διεκόπησαν εἰς πολλὰ σημεῖα. bbox=[203, 571, 392, 699]
section-heading: ΑΙ ΔΥΟ ΔΥΣΕΙΣ bbox=[473, 942, 557, 956]
article-text: Ὁ στρατηγὸς Ντὲ Γκὼλ ὁμιλῶν ἀπὸ ραδιοφώνου καὶ τηλεοράσεως ἐδήλωσεν ὅτι ἡ Γαλλία ἀποβλέπει εἰς τὴν ταχεῖαν εἰρήνευσιν τῆς Ἀλγερίας καὶ ὅτι αἱ δυνάμεις θὰ μεταφερθοῦν εἰς τὴν Εὐρώπην διὰ νὰ συγκροτηθοῦν ἀτομικαὶ μονάδες ἐντὸς τοῦ πλαισίου τῆς ἀμύνης τῆς Δύσεως. bbox=[642, 1068, 881, 1159]
article-text: Αἱ κομμουνιστικαὶ δυνάμεις προελαύνουν πρὸς τὴν πρωτεύουσαν τοῦ Λάος, ἐνῷ ἡ κυβέρνησις ἐξετάζει τὸ ἐνδεχόμενον νὰ ζητήσῃ βοήθειαν ἐκ τοῦ ἐξωτερικοῦ. Κατὰ τὰς πληροφορίας, ὀκτὼ χιλιάδες ἄνδρες μετέχουν εἰς τὴν ἐπίθεσιν. bbox=[1351, 949, 1563, 1025]
dateline: ΠΑΡΙΣΙΟΙ, 5. (ἈΣ. ΠΡῈΣ). bbox=[445, 528, 585, 542]
weather-snow: Χιόνες εἰς τὴν βόρειον Ἑλλάδα bbox=[66, 239, 332, 260]
article-text: Κατὰ τὰς τελευταίας εἰδήσεις τὸ ψῦχος ἐξακολουθεῖ νὰ ἐπικρατῇ εἰς ὅλας σχεδὸν τὰς περιοχὰς τῆς χώρας. Εἰς τὴν Πτολεμαΐδα ἡ θερμοκρασία κατῆλθεν εἰς 20 βαθμοὺς ὑπὸ τὸ μηδέν, ἐνῷ χιόνες ἔπεσαν εἰς τὰ ὀρεινὰ τῆς Μακεδονίας καὶ τῆς Ἠπείρου. Αἱ συγκοινωνίαι διεκόπησαν εἰς πολλὰ σημεῖα. bbox=[203, 1073, 392, 1202]
laos-sub-4: Βοήθειαν ἐκ τοῦ ἐξωτερικοῦ θὰ ζητήσῃ bbox=[1134, 260, 1561, 282]
terms-line-4: σίαν τῆς ἀνεξαρτήτου Ἀλγερίας μετὰ τῆς Γαλλίας bbox=[490, 442, 1033, 465]
article-text: Κατὰ τὰς τελευταίας εἰδήσεις τὸ ψῦχος ἐξακολουθεῖ νὰ ἐπικρατῇ εἰς ὅλας σχεδὸν τὰς περιοχὰς τῆς χώρας. Εἰς τὴν Πτολεμαΐδα ἡ θερμοκρασία κατῆλθεν εἰς 20 βαθμοὺς ὑπὸ τὸ μηδέν, ἐνῷ χιόνες ἔπεσαν εἰς τὰ ὀρεινὰ τῆς Μακεδονίας καὶ τῆς Ἠπείρου. Αἱ συγκοινωνίαι διεκόπησαν εἰς πολλὰ σημεῖα. bbox=[203, 1464, 392, 1593]
article-text: Ὁ στρατηγὸς Ντὲ Γκὼλ ὁμιλῶν ἀπὸ ραδιοφώνου καὶ τηλεοράσεως ἐδήλωσεν ὅτι ἡ Γαλλία ἀποβλέπει εἰς τὴν ταχεῖαν εἰρήνευσιν τῆς Ἀλγερίας καὶ ὅτι αἱ δυνάμεις θὰ μεταφερθοῦν εἰς τὴν Εὐρώπην διὰ νὰ συγκροτηθοῦν ἀτομικαὶ μονάδες ἐντὸς τοῦ πλαισίου τῆς ἀμύνης τῆς Δύσεως. bbox=[642, 638, 881, 727]
section-heading: ΣΥΝΤΟΜΩΣ ΘΑ ΑΠΟΦΑΣΙΣΘΗ bbox=[924, 1069, 1091, 1083]
article-text: Αἱ κομμουνιστικαὶ δυνάμεις προελαύνουν πρὸς τὴν πρωτεύουσαν τοῦ Λάος, ἐνῷ ἡ κυβέρνησις ἐξετάζει τὸ ἐνδεχόμενον νὰ ζητήσῃ βοήθειαν ἐκ τοῦ ἐξωτερικοῦ. Κατὰ τὰς πληροφορίας, ὀκτὼ χιλιάδες ἄνδρες μετέχουν εἰς τὴν ἐπίθεσιν. bbox=[1132, 1094, 1344, 1170]
article-text: Κατὰ τὰς τελευταίας εἰδήσεις τὸ ψῦχος ἐξακολουθεῖ νὰ ἐπικρατῇ εἰς ὅλας σχεδὸν τὰς περιοχὰς τῆς χώρας. Εἰς τὴν Πτολεμαΐδα ἡ θερμοκρασία κατῆλθεν εἰς 20 βαθμοὺς ὑπὸ τὸ μηδέν, ἐνῷ χιόνες ἔπεσαν εἰς τὰ ὀρεινὰ τῆς Μακεδονίας καὶ τῆς Ἠπείρου. Αἱ συγκοινωνίαι διεκόπησαν εἰς πολλὰ σημεῖα. bbox=[203, 1269, 392, 1397]
article-text: Ὁ στρατηγὸς Ντὲ Γκὼλ ὁμιλῶν ἀπὸ ραδιοφώνου καὶ τηλεοράσεως ἐδήλωσεν ὅτι ἡ Γαλλία ἀποβλέπει εἰς τὴν ταχεῖαν εἰρήνευσιν τῆς Ἀλγερίας καὶ ὅτι αἱ δυνάμεις θὰ μεταφερθοῦν εἰς τὴν Εὐρώπην διὰ νὰ συγκροτηθοῦν ἀτομικαὶ μονάδες ἐντὸς τοῦ πλαισίου τῆς ἀμύνης τῆς Δύσεως. bbox=[396, 1280, 635, 1370]
tanker-headline: ΠΕΝΤΕ ΝΕΑ ΔΕΞΑΜΕΝΟΠΛΟΙΑ ΠΑΡΗΓΓΕΙΛΑΝ ΟΙ ΜΕΓΑΛΟΦΟΠΛΙΣΤΑΙ ΝΙΑΡΧΟΣ ΚΑΙ ΩΝΑΣΗΣ bbox=[14, 1964, 384, 1999]
laos-sub-3: ΚΙΝΟΥΝΤΑΙ ΠΡΟΣ ΒΙΕΝΤΙΑΝΕ bbox=[1215, 227, 1480, 250]
section-heading: ΕΚΤΑΚΤΑ ΜΕΤΡΑ bbox=[714, 1165, 808, 1178]
deck-line-1: ΑΙ ΜΑΧΟΜΕΝΑΙ ΔΥΝΑΜΕΙΣ ΘΑ ΜΕΤΑΦΕΡΘΟΥΝ bbox=[464, 229, 1059, 261]
article-text: Ὁ στρατηγὸς Ντὲ Γκὼλ ὁμιλῶν ἀπὸ ραδιοφώνου καὶ τηλεοράσεως ἐδήλωσεν ὅτι ἡ Γαλλία ἀποβλέπει εἰς τὴν ταχεῖαν εἰρήνευσιν τῆς Ἀλγερίας καὶ ὅτι αἱ δυνάμεις θὰ μεταφερθοῦν εἰς τὴν Εὐρώπην διὰ νὰ συγκροτηθοῦν ἀτομικαὶ μονάδες ἐντὸς τοῦ πλαισίου τῆς ἀμύνης τῆς Δύσεως. bbox=[396, 1416, 635, 1506]
article-text: Κατὰ τὰς τελευταίας εἰδήσεις τὸ ψῦχος ἐξακολουθεῖ νὰ ἐπικρατῇ εἰς ὅλας σχεδὸν τὰς περιοχὰς τῆς χώρας. Εἰς τὴν Πτολεμαΐδα ἡ θερμοκρασία κατῆλθεν εἰς 20 βαθμοὺς ὑπὸ τὸ μηδέν, ἐνῷ χιόνες ἔπεσαν εἰς τὰ ὀρεινὰ τῆς Μακεδονίας καὶ τῆς Ἠπείρου. Αἱ συγκοινωνίαι διεκόπησαν εἰς πολλὰ σημεῖα. bbox=[6, 553, 195, 681]
article-text: Αἱ κομμουνιστικαὶ δυνάμεις προελαύνουν πρὸς τὴν πρωτεύουσαν τοῦ Λάος, ἐνῷ ἡ κυβέρνησις ἐξετάζει τὸ ἐνδεχόμενον νὰ ζητήσῃ βοήθειαν ἐκ τοῦ ἐξωτερικοῦ. Κατὰ τὰς πληροφορίας, ὀκτὼ χιλιάδες ἄνδρες μετέχουν εἰς τὴν ἐπίθεσιν. bbox=[1132, 829, 1344, 906]
section-heading: ΕΙΣ ΤΗΝ ΒΕΡΟΙΑΝ bbox=[247, 403, 348, 417]
article-text: Ὁ στρατηγὸς Ντὲ Γκὼλ ὁμιλῶν ἀπὸ ραδιοφώνου καὶ τηλεοράσεως ἐδήλωσεν ὅτι ἡ Γαλλία ἀποβλέπει εἰς τὴν ταχεῖαν εἰρήνευσιν τῆς Ἀλγερίας καὶ ὅτι αἱ δυνάμεις θὰ μεταφερθοῦν εἰς τὴν Εὐρώπην διὰ νὰ συγκροτηθοῦν ἀτομικαὶ μονάδες ἐντὸς τοῦ πλαισίου τῆς ἀμύνης τῆς Δύσεως. bbox=[396, 752, 635, 841]
article-text: Κατὰ τὰς τελευταίας εἰδήσεις τὸ ψῦχος ἐξακολουθεῖ νὰ ἐπικρατῇ εἰς ὅλας σχεδὸν τὰς περιοχὰς τῆς χώρας. Εἰς τὴν Πτολεμαΐδα ἡ θερμοκρασία κατῆλθεν εἰς 20 βαθμοὺς ὑπὸ τὸ μηδέν, ἐνῷ χιόνες ἔπεσαν εἰς τὰ ὀρεινὰ τῆς Μακεδονίας καὶ τῆς Ἠπείρου. Αἱ συγκοινωνίαι διεκόπησαν εἰς πολλὰ σημεῖα. bbox=[6, 704, 195, 832]
section-heading: ΚΥΒΕΡΝΗΣΙΣ ΣΥΝΑΣΠΙΣΜΟΥ bbox=[1158, 1640, 1317, 1654]
article-text: Αἱ κομμουνιστικαὶ δυνάμεις προελαύνουν πρὸς τὴν πρωτεύουσαν τοῦ Λάος, ἐνῷ ἡ κυβέρνησις ἐξετάζει τὸ ἐνδεχόμενον νὰ ζητήσῃ βοήθειαν ἐκ τοῦ ἐξωτερικοῦ. Κατὰ τὰς πληροφορίας, ὀκτὼ χιλιάδες ἄνδρες μετέχουν εἰς τὴν ἐπίθεσιν. bbox=[1132, 496, 1344, 572]
section-heading: ΑΜΕΡΙΚΑΝΙΚΩΝ ΑΕΡΟΠΛΑΝΩΝ bbox=[1371, 497, 1544, 511]
org-headline: ΕΙΔΙΚΗ ΟΡΓΑΝΩΣΙΣ ΕΝ ΒΟΥΔΑΠΕΣΤΗ «ΒΟΗΘΕΙΑ ΤΩΝ ΛΑΩΝ» bbox=[417, 1373, 612, 1413]
eclipse-headline: ΔΥΣΜΕΝΕΙΣ ΣΥΝΘΗΚΑΙ ΗΜΠΟΔΙΣΑΝ ΤΗΝ ΠΑΡΑΤΗΡΗΣΙΝ ΤΗΣ ΕΚΛΕΙΨΕΩΣ bbox=[434, 1059, 596, 1115]
article-text: Ὁ στρατηγὸς Ντὲ Γκὼλ ὁμιλῶν ἀπὸ ραδιοφώνου καὶ τηλεοράσεως ἐδήλωσεν ὅτι ἡ Γαλλία ἀποβλέπει εἰς τὴν ταχεῖαν εἰρήνευσιν τῆς Ἀλγερίας καὶ ὅτι αἱ δυνάμεις θὰ μεταφερθοῦν εἰς τὴν Εὐρώπην διὰ νὰ συγκροτηθοῦν ἀτομικαὶ μονάδες ἐντὸς τοῦ πλαισίου τῆς ἀμύνης τῆς Δύσεως. bbox=[642, 525, 881, 616]
article-text: Ὁ στρατηγὸς Ντὲ Γκὼλ ὁμιλῶν ἀπὸ ραδιοφώνου καὶ τηλεοράσεως ἐδήλωσεν ὅτι ἡ Γαλλία ἀποβλέπει εἰς τὴν ταχεῖαν εἰρήνευσιν τῆς Ἀλγερίας καὶ ὅτι αἱ δυνάμεις θὰ μεταφερθοῦν εἰς τὴν Εὐρώπην διὰ νὰ συγκροτηθοῦν ἀτομικαὶ μονάδες ἐντὸς τοῦ πλαισίου τῆς ἀμύνης τῆς Δύσεως. bbox=[888, 750, 1127, 839]
article-text: Ὁ στρατηγὸς Ντὲ Γκὼλ ὁμιλῶν ἀπὸ ραδιοφώνου καὶ τηλεοράσεως ἐδήλωσεν ὅτι ἡ Γαλλία ἀποβλέπει εἰς τὴν ταχεῖαν εἰρήνευσιν τῆς Ἀλγερίας καὶ ὅτι αἱ δυνάμεις θὰ μεταφερθοῦν εἰς τὴν Εὐρώπην διὰ νὰ συγκροτηθοῦν ἀτομικαὶ μονάδες ἐντὸς τοῦ πλαισίου τῆς ἀμύνης τῆς Δύσεως. bbox=[888, 974, 1127, 1064]
article-text: Κατὰ τὰς τελευταίας εἰδήσεις τὸ ψῦχος ἐξακολουθεῖ νὰ ἐπικρατῇ εἰς ὅλας σχεδὸν τὰς περιοχὰς τῆς χώρας. Εἰς τὴν Πτολεμαΐδα ἡ θερμοκρασία κατῆλθεν εἰς 20 βαθμοὺς ὑπὸ τὸ μηδέν, ἐνῷ χιόνες ἔπεσαν εἰς τὰ ὀρεινὰ τῆς Μακεδονίας καὶ τῆς Ἠπείρου. Αἱ συγκοινωνίαι διεκόπησαν εἰς πολλὰ σημεῖα. bbox=[6, 402, 195, 530]
laos-sub-5: ἡ κυβέρνησις τοῦ πρίγκηπος Μπούν Οὔμ bbox=[1136, 287, 1559, 309]
section-heading: ΟΙ ΟΡΟΙ ΤΗΣ ΓΑΛΛΙΑΣ bbox=[453, 735, 577, 749]
article-text: Ὁ στρατηγὸς Ντὲ Γκὼλ ὁμιλῶν ἀπὸ ραδιοφώνου καὶ τηλεοράσεως ἐδήλωσεν ὅτι ἡ Γαλλία ἀποβλέπει εἰς τὴν ταχεῖαν εἰρήνευσιν τῆς Ἀλγερίας καὶ ὅτι αἱ δυνάμεις θὰ μεταφερθοῦν εἰς τὴν Εὐρώπην διὰ νὰ συγκροτηθοῦν ἀτομικαὶ μονάδες ἐντὸς τοῦ πλαισίου τῆς ἀμύνης τῆς Δύσεως. bbox=[888, 1255, 1127, 1344]
article-text: Κατὰ τὰς τελευταίας εἰδήσεις τὸ ψῦχος ἐξακολουθεῖ νὰ ἐπικρατῇ εἰς ὅλας σχεδὸν τὰς περιοχὰς τῆς χώρας. Εἰς τὴν Πτολεμαΐδα ἡ θερμοκρασία κατῆλθεν εἰς 20 βαθμοὺς ὑπὸ τὸ μηδέν, ἐνῷ χιόνες ἔπεσαν εἰς τὰ ὀρεινὰ τῆς Μακεδονίας καὶ τῆς Ἠπείρου. Αἱ συγκοινωνίαι διεκόπησαν εἰς πολλὰ σημεῖα. bbox=[6, 1073, 195, 1202]
article-text: Ὁ στρατηγὸς Ντὲ Γκὼλ ὁμιλῶν ἀπὸ ραδιοφώνου καὶ τηλεοράσεως ἐδήλωσεν ὅτι ἡ Γαλλία ἀποβλέπει εἰς τὴν ταχεῖαν εἰρήνευσιν τῆς Ἀλγερίας καὶ ὅτι αἱ δυνάμεις θὰ μεταφερθοῦν εἰς τὴν Εὐρώπην διὰ νὰ συγκροτηθοῦν ἀτομικαὶ μονάδες ἐντὸς τοῦ πλαισίου τῆς ἀμύνης τῆς Δύσεως. bbox=[396, 640, 635, 729]
article-text: Κατὰ τὰς τελευταίας εἰδήσεις τὸ ψῦχος ἐξακολουθεῖ νὰ ἐπικρατῇ εἰς ὅλας σχεδὸν τὰς περιοχὰς τῆς χώρας. Εἰς τὴν Πτολεμαΐδα ἡ θερμοκρασία κατῆλθεν εἰς 20 βαθμοὺς ὑπὸ τὸ μηδέν, ἐνῷ χιόνες ἔπεσαν εἰς τὰ ὀρεινὰ τῆς Μακεδονίας καὶ τῆς Ἠπείρου. Αἱ συγκοινωνίαι διεκόπησαν εἰς πολλὰ σημεῖα. bbox=[203, 2200, 392, 2328]
main-headline-2: ΥΠΕΣΧΕΘΗ Ο ΣΤΡΑΤΗΓΟΣ ΝΤΕ ΓΚΩΛ bbox=[396, 116, 1127, 171]
article-text: Κατὰ τὰς τελευταίας εἰδήσεις τὸ ψῦχος ἐξακολουθεῖ νὰ ἐπικρατῇ εἰς ὅλας σχεδὸν τὰς περιοχὰς τῆς χώρας. Εἰς τὴν Πτολεμαΐδα ἡ θερμοκρασία κατῆλθεν εἰς 20 βαθμοὺς ὑπὸ τὸ μηδέν, ἐνῷ χιόνες ἔπεσαν εἰς τὰ ὀρεινὰ τῆς Μακεδονίας καὶ τῆς Ἠπείρου. Αἱ συγκοινωνίαι διεκόπησαν εἰς πολλὰ σημεῖα. bbox=[203, 420, 392, 548]
section-heading: ΕΙΣ ΤΗΝ ΑΛΓΕΡΙΑΝ bbox=[709, 1276, 814, 1290]
section-heading: Η ΕΝΟΤΗΣ ΤΗΣ ΔΥΣΕΩΣ bbox=[694, 1052, 829, 1066]
section-heading: ΤΑ ΤΕΛΙΚΑ bbox=[1427, 1640, 1488, 1654]
article-text: Ὁ στρατηγὸς Ντὲ Γκὼλ ὁμιλῶν ἀπὸ ραδιοφώνου καὶ τηλεοράσεως ἐδήλωσεν ὅτι ἡ Γαλλία ἀποβλέπει εἰς τὴν ταχεῖαν εἰρήνευσιν τῆς Ἀλγερίας καὶ ὅτι αἱ δυνάμεις θὰ μεταφερθοῦν εἰς τὴν Εὐρώπην διὰ νὰ συγκροτηθοῦν ἀτομικαὶ μονάδες ἐντὸς τοῦ πλαισίου τῆς ἀμύνης τῆς Δύσεως. bbox=[642, 732, 881, 821]
